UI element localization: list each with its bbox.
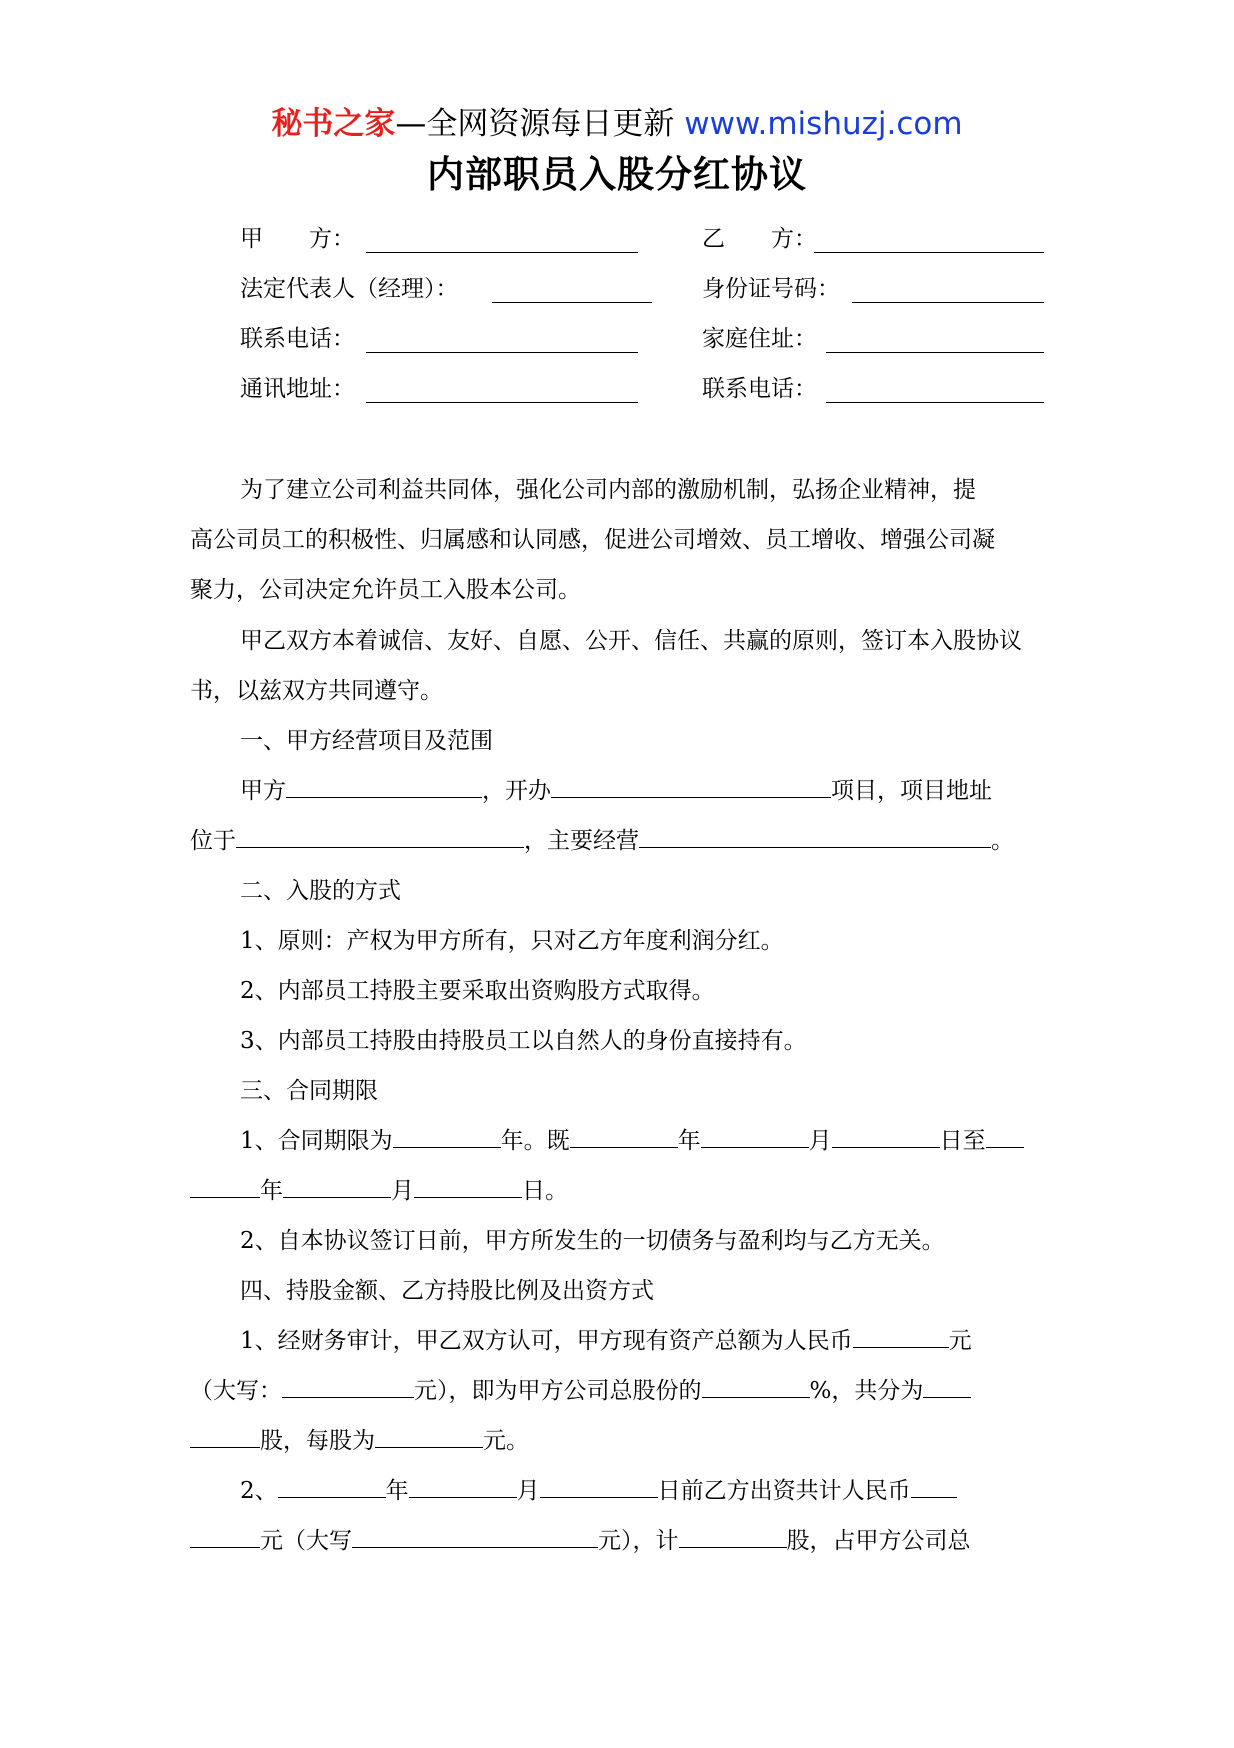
text: 年	[260, 1178, 283, 1204]
phone-a-label: 联系电话：	[240, 326, 355, 352]
share-count-blank-part-2[interactable]	[190, 1423, 260, 1448]
legal-rep-blank[interactable]	[492, 302, 652, 303]
text: 年	[385, 1478, 409, 1504]
section-3-item-2: 2、自本协议签订日前，甲方所发生的一切债务与盈利均与乙方无关。	[240, 1228, 945, 1254]
party-a-name-blank[interactable]	[286, 773, 482, 798]
price-per-share-blank[interactable]	[375, 1423, 483, 1448]
section-4-item-2-line-1	[240, 1473, 1050, 1509]
text: 1、经财务审计，甲乙双方认可，甲方现有资产总额为人民币	[240, 1328, 853, 1354]
section-3-heading: 三、合同期限	[240, 1078, 378, 1104]
text: 日至	[939, 1128, 986, 1154]
total-assets-words-blank[interactable]	[282, 1373, 414, 1398]
home-address-blank[interactable]	[826, 352, 1044, 353]
text: 。	[991, 828, 1014, 854]
text: 日。	[522, 1178, 568, 1204]
text: 月	[808, 1128, 832, 1154]
phone-b-blank[interactable]	[826, 402, 1044, 403]
id-number-blank[interactable]	[852, 302, 1044, 303]
site-banner	[0, 102, 1234, 146]
party-a-blank[interactable]	[366, 252, 638, 253]
text: 2、	[240, 1478, 278, 1504]
text: 1、合同期限为	[240, 1128, 393, 1154]
total-assets-blank[interactable]	[853, 1323, 949, 1348]
text: 月	[391, 1178, 414, 1204]
legal-rep-label: 法定代表人（经理）：	[240, 276, 459, 302]
project-address-blank[interactable]	[236, 823, 524, 848]
text: （大写：	[190, 1378, 282, 1404]
end-month-blank[interactable]	[283, 1173, 391, 1198]
section-2-item-2: 2、内部员工持股主要采取出资购股方式取得。	[240, 978, 715, 1004]
text: 项目，项目地址	[831, 778, 992, 804]
term-years-blank[interactable]	[393, 1123, 501, 1148]
share-percent-blank[interactable]	[702, 1373, 810, 1398]
section-2-heading: 二、入股的方式	[240, 878, 401, 904]
text: %，共分为	[809, 1378, 924, 1404]
paragraph-2-line-2: 书，以兹双方共同遵守。	[190, 678, 443, 704]
section-1-line-1	[240, 773, 1050, 809]
text: ，开办	[482, 778, 551, 804]
paragraph-1-line-2: 高公司员工的积极性、归属感和认同感，促进公司增效、员工增收、增强公司凝	[190, 527, 995, 553]
banner-slogan: —全网资源每日更新	[395, 106, 685, 142]
section-4-item-1-line-1	[240, 1323, 1050, 1359]
business-blank[interactable]	[551, 773, 831, 798]
section-3-item-1-line-2	[190, 1173, 1050, 1209]
paragraph-1-line-3: 聚力，公司决定允许员工入股本公司。	[190, 577, 581, 603]
text: 位于	[190, 828, 236, 854]
id-number-label: 身份证号码：	[702, 276, 840, 302]
document-title: 内部职员入股分红协议	[427, 152, 807, 196]
section-4-item-1-line-2	[190, 1373, 1050, 1409]
home-address-label: 家庭住址：	[702, 326, 817, 352]
section-1-heading: 一、甲方经营项目及范围	[240, 728, 493, 754]
text: 年。既	[500, 1128, 570, 1154]
mail-address-blank[interactable]	[366, 402, 638, 403]
site-url-link[interactable]: www.mishuzj.com	[684, 106, 963, 142]
text: 元），计	[598, 1528, 679, 1554]
payment-amount-words-blank[interactable]	[352, 1523, 598, 1548]
party-b-label: 乙 方：	[702, 226, 817, 252]
paragraph-2-line-1: 甲乙双方本着诚信、友好、自愿、公开、信任、共赢的原则，签订本入股协议	[240, 628, 1022, 654]
end-year-blank-part-1[interactable]	[986, 1123, 1024, 1148]
paragraph-1-line-1: 为了建立公司利益共同体，强化公司内部的激励机制，弘扬企业精神，提	[240, 477, 976, 503]
text: 月	[516, 1478, 540, 1504]
share-count-blank-part-1[interactable]	[923, 1373, 971, 1398]
phone-b-label: 联系电话：	[702, 376, 817, 402]
text: 元），即为甲方公司总股份的	[414, 1378, 702, 1404]
section-2-item-3: 3、内部员工持股由持股员工以自然人的身份直接持有。	[240, 1028, 807, 1054]
payment-shares-blank[interactable]	[679, 1523, 787, 1548]
text: 日前乙方出资共计人民币	[657, 1478, 911, 1504]
start-day-blank[interactable]	[832, 1123, 940, 1148]
section-3-item-1-line-1	[240, 1123, 1050, 1159]
text: 元。	[483, 1428, 529, 1454]
party-a-label: 甲 方：	[240, 226, 355, 252]
section-4-heading: 四、持股金额、乙方持股比例及出资方式	[240, 1278, 654, 1304]
payment-month-blank[interactable]	[409, 1473, 517, 1498]
end-day-blank[interactable]	[414, 1173, 522, 1198]
payment-amount-blank-part-2[interactable]	[190, 1523, 260, 1548]
text: 年	[677, 1128, 701, 1154]
phone-a-blank[interactable]	[366, 352, 638, 353]
text: 股，占甲方公司总	[786, 1528, 971, 1554]
section-4-item-1-line-3	[190, 1423, 1050, 1459]
text: 股，每股为	[260, 1428, 375, 1454]
main-business-blank[interactable]	[639, 823, 991, 848]
brand-name: 秘书之家	[271, 106, 396, 142]
end-year-blank-part-2[interactable]	[190, 1173, 260, 1198]
text: ，主要经营	[524, 828, 639, 854]
section-1-line-2	[190, 823, 1050, 859]
text: 元	[948, 1328, 972, 1354]
text: 甲方	[240, 778, 286, 804]
section-4-item-2-line-2	[190, 1523, 1050, 1559]
start-year-blank[interactable]	[570, 1123, 678, 1148]
payment-day-blank[interactable]	[540, 1473, 658, 1498]
mail-address-label: 通讯地址：	[240, 376, 355, 402]
party-b-blank[interactable]	[814, 252, 1044, 253]
section-2-item-1: 1、原则：产权为甲方所有，只对乙方年度利润分红。	[240, 928, 784, 954]
payment-amount-blank-part-1[interactable]	[911, 1473, 957, 1498]
start-month-blank[interactable]	[701, 1123, 809, 1148]
payment-year-blank[interactable]	[278, 1473, 386, 1498]
text: 元（大写	[260, 1528, 352, 1554]
